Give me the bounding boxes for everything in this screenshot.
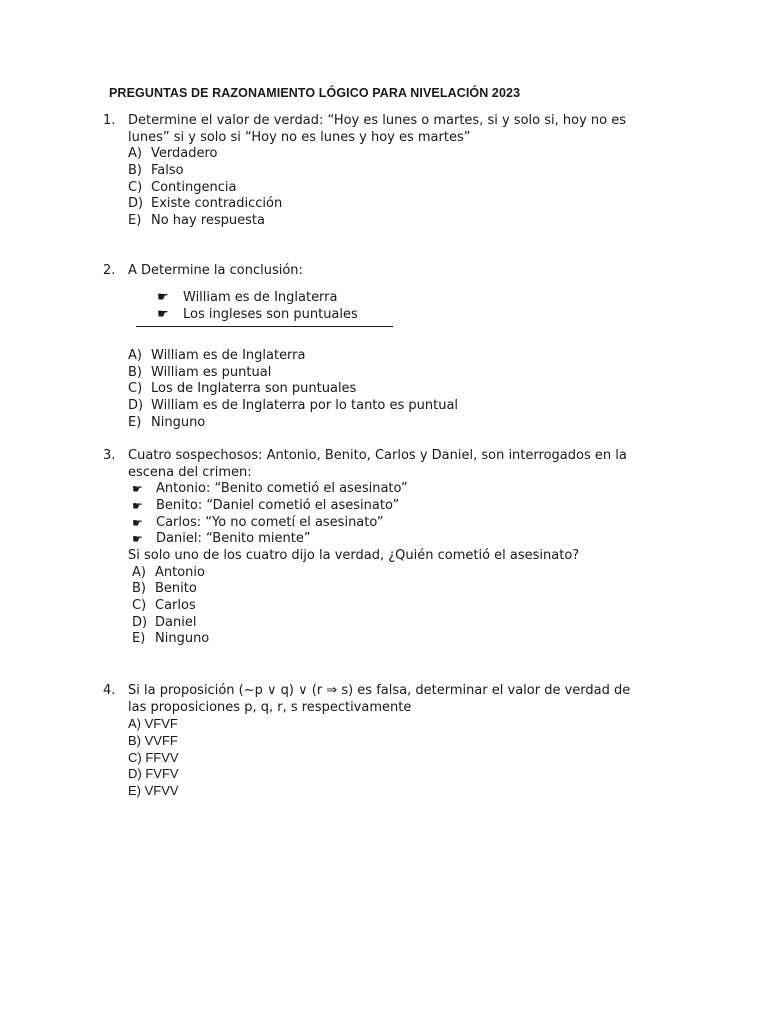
option-text: Falso [151, 162, 184, 178]
option-text: VFVF [144, 716, 178, 732]
question-4 [103, 683, 643, 800]
option-text: VFVV [144, 782, 179, 798]
option-item [128, 196, 643, 213]
option-item [132, 615, 643, 632]
option-letter: B) [128, 364, 142, 380]
option-text: Contingencia [151, 179, 237, 195]
option-letter: E) [128, 212, 142, 228]
option-item [128, 381, 643, 398]
question-number: 1. [103, 113, 116, 128]
option-item [132, 598, 643, 615]
statement-text: Daniel: “Benito miente” [156, 531, 311, 547]
option-letter: A) [128, 146, 142, 162]
option-text: Carlos [155, 597, 196, 613]
question-text: Si la proposición (~p ∨ q) ∨ (r ⇒ s) es falsa, determinar el valor de verdad de las proposiciones p, q, r, s respectivamente [128, 683, 631, 715]
option-text: William es puntual [151, 364, 272, 380]
option-letter: C) [128, 749, 142, 765]
option-letter: D) [128, 398, 144, 414]
question-number: 4. [103, 683, 116, 698]
option-item [128, 213, 643, 230]
options-list [132, 565, 643, 648]
question-text: Cuatro sospechosos: Antonio, Benito, Carlos y Daniel, son interrogados en la escena del crimen: [128, 448, 627, 480]
option-letter: E) [128, 414, 142, 430]
option-text: FVFV [145, 766, 179, 782]
question-text: A Determine la conclusión: [128, 263, 303, 278]
option-item [128, 733, 643, 750]
option-item [132, 631, 643, 648]
options-list [128, 348, 643, 431]
option-item [128, 716, 643, 733]
option-text: Verdadero [151, 146, 218, 162]
statements-list [132, 481, 643, 548]
pointing-hand-icon: ☛ [132, 515, 143, 530]
pointing-hand-icon: ☛ [132, 532, 143, 547]
statement-item [132, 531, 643, 548]
question-1 [103, 113, 643, 230]
option-text: Ninguno [155, 631, 210, 647]
option-text: Existe contradicción [151, 196, 283, 212]
option-text: VVFF [144, 732, 178, 748]
statement-item [132, 515, 643, 532]
pointing-hand-icon: ☛ [157, 290, 169, 305]
question-number: 3. [103, 448, 116, 463]
option-letter: A) [128, 716, 141, 732]
options-list [128, 146, 643, 229]
conclusion-divider [136, 326, 393, 327]
option-item [128, 783, 643, 800]
option-item [128, 163, 643, 180]
option-letter: B) [128, 162, 142, 178]
option-letter: C) [132, 597, 147, 613]
question-number: 2. [103, 263, 116, 278]
option-item [128, 348, 643, 365]
premise-item [157, 307, 358, 324]
options-list [128, 716, 643, 799]
option-text: Los de Inglaterra son puntuales [151, 381, 357, 397]
option-letter: B) [128, 732, 141, 748]
option-letter: D) [128, 766, 142, 782]
option-text: William es de Inglaterra por lo tanto es puntual [151, 398, 459, 414]
option-text: Benito [155, 581, 197, 597]
option-text: Daniel [155, 614, 197, 630]
option-letter: A) [132, 564, 146, 580]
pointing-hand-icon: ☛ [157, 306, 169, 322]
option-letter: D) [128, 196, 144, 212]
page-title: PREGUNTAS DE RAZONAMIENTO LÓGICO PARA NIVELACIÓN 2023 [109, 86, 521, 100]
premise-text: William es de Inglaterra [183, 290, 338, 305]
option-item [128, 750, 643, 767]
option-item [128, 180, 643, 197]
question-2 [103, 263, 643, 280]
question-prompt: Si solo uno de los cuatro dijo la verdad, ¿Quién cometió el asesinato? [128, 547, 580, 563]
statement-text: Carlos: “Yo no cometí el asesinato” [156, 514, 384, 530]
pointing-hand-icon: ☛ [132, 498, 143, 513]
option-item [128, 146, 643, 163]
question-3 [103, 448, 643, 648]
option-letter: C) [128, 179, 143, 195]
option-letter: B) [132, 581, 146, 597]
option-letter: E) [132, 631, 146, 647]
option-text: No hay respuesta [151, 212, 265, 228]
option-letter: E) [128, 782, 141, 798]
question-2-options [103, 348, 643, 431]
option-item [128, 415, 643, 432]
premise-item [157, 290, 358, 307]
option-item [128, 766, 643, 783]
option-text: Antonio [155, 564, 205, 580]
pointing-hand-icon: ☛ [132, 482, 143, 497]
option-item [132, 581, 643, 598]
option-item [132, 565, 643, 582]
statement-item [132, 481, 643, 498]
option-text: William es de Inglaterra [151, 348, 306, 363]
premise-text: Los ingleses son puntuales [183, 306, 358, 322]
option-letter: D) [132, 614, 148, 630]
option-letter: C) [128, 381, 143, 397]
statement-text: Benito: “Daniel cometió el asesinato” [156, 497, 400, 513]
option-text: Ninguno [151, 414, 206, 430]
option-text: FFVV [145, 749, 179, 765]
option-item [128, 365, 643, 382]
question-text: Determine el valor de verdad: “Hoy es lunes o martes, si y solo si, hoy no es lunes” si y solo si “Hoy no es lunes y hoy es martes” [128, 113, 626, 145]
option-letter: A) [128, 348, 142, 363]
premises-list [157, 290, 358, 323]
statement-text: Antonio: “Benito cometió el asesinato” [156, 481, 408, 497]
statement-item [132, 498, 643, 515]
option-item [128, 398, 643, 415]
